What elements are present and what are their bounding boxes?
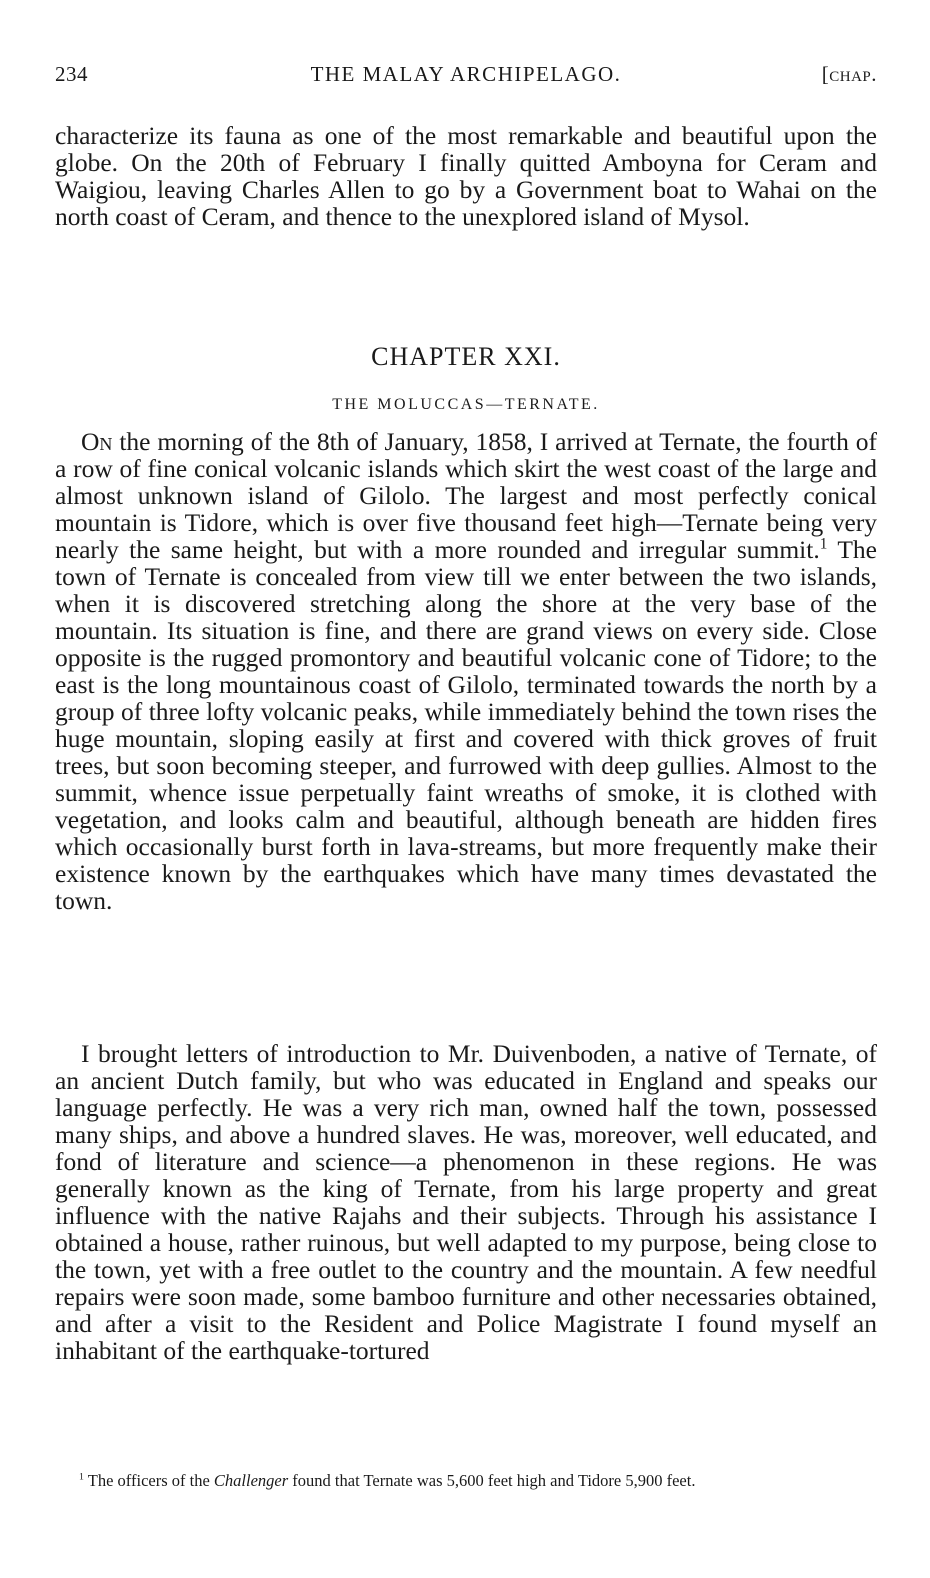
body-paragraph-1 <box>55 428 877 914</box>
paragraph-1-text-a: the morning of the 8th of January, 1858, I arrived at Ternate, the fourth of a row of fine conical volcanic islands which skirt the west coast of the large and almost unknown island of Gilolo. The largest and most perfectly conical mountain is Tidore, which is over five thousand feet high—Ternate being very nearly the same height, but with a more rounded and irregular summit. <box>55 427 877 564</box>
chapter-title: CHAPTER XXI. <box>371 342 561 371</box>
footnote-text-a: The officers of the <box>83 1471 214 1490</box>
footnote <box>55 1472 877 1489</box>
paragraph-1-text-b: The town of Ternate is concealed from view till we enter between the two islands, when it is discovered stretching along the shore at the very base of the mountain. Its situation is fine, and there are grand views on every side. Close opposite is the rugged promontory and beautiful volcanic cone of Tidore; to the east is the long mountainous coast of Gilolo, terminated towards the north by a group of three lofty volcanic peaks, while immediately behind the town rises the huge mountain, sloping easily at first and covered with thick groves of fruit trees, but soon becoming steeper, and furrowed with deep gullies. Almost to the summit, whence issue perpetually faint wreaths of smoke, it is clothed with vegetation, and looks calm and beautiful, although beneath are hidden fires which occasionally burst forth in lava-streams, but more frequently make their existence known by the earthquakes which have many times devastated the town. <box>55 535 877 915</box>
running-header <box>55 62 877 92</box>
paragraph-lead-word: On <box>81 427 113 456</box>
chapter-subtitle: THE MOLUCCAS—TERNATE. <box>332 396 600 413</box>
intro-paragraph: characterize its fauna as one of the most remarkable and beautiful upon the globe. On the 20th of February I finally quitted Amboyna for Ceram and Waigiou, leaving Charles Allen to go by a Government boat to Wahai on the north coast of Ceram, and thence to the unexplored island of Mysol. <box>55 121 877 231</box>
chapter-mark: [chap. <box>821 62 877 86</box>
footnote-mark: 1 <box>79 1471 84 1483</box>
footnote-ship-name: Challenger <box>213 1471 289 1490</box>
running-title: THE MALAY ARCHIPELAGO. <box>310 62 622 86</box>
page-number: 234 <box>55 62 88 86</box>
footnote-reference: 1 <box>819 535 828 553</box>
body-paragraph-2: I brought letters of introduction to Mr. Duivenboden, a native of Ternate, of an ancient Dutch family, but who was educated in England and speaks our language perfectly. He was a very rich man, owned half the town, possessed many ships, and above a hundred slaves. He was, moreover, well educated, and fond of literature and science—a phenomenon in these regions. He was generally known as the king of Ternate, from his large property and great influence with the native Rajahs and their subjects. Through his assistance I obtained a house, rather ruinous, but well adapted to my purpose, being close to the town, yet with a free outlet to the country and the mountain. A few needful repairs were soon made, some bamboo furniture and other necessaries obtained, and after a visit to the Resident and Police Magistrate I found myself an inhabitant of the earthquake-tortured <box>55 1039 877 1365</box>
footnote-text-b: found that Ternate was 5,600 feet high and Tidore 5,900 feet. <box>288 1471 696 1490</box>
